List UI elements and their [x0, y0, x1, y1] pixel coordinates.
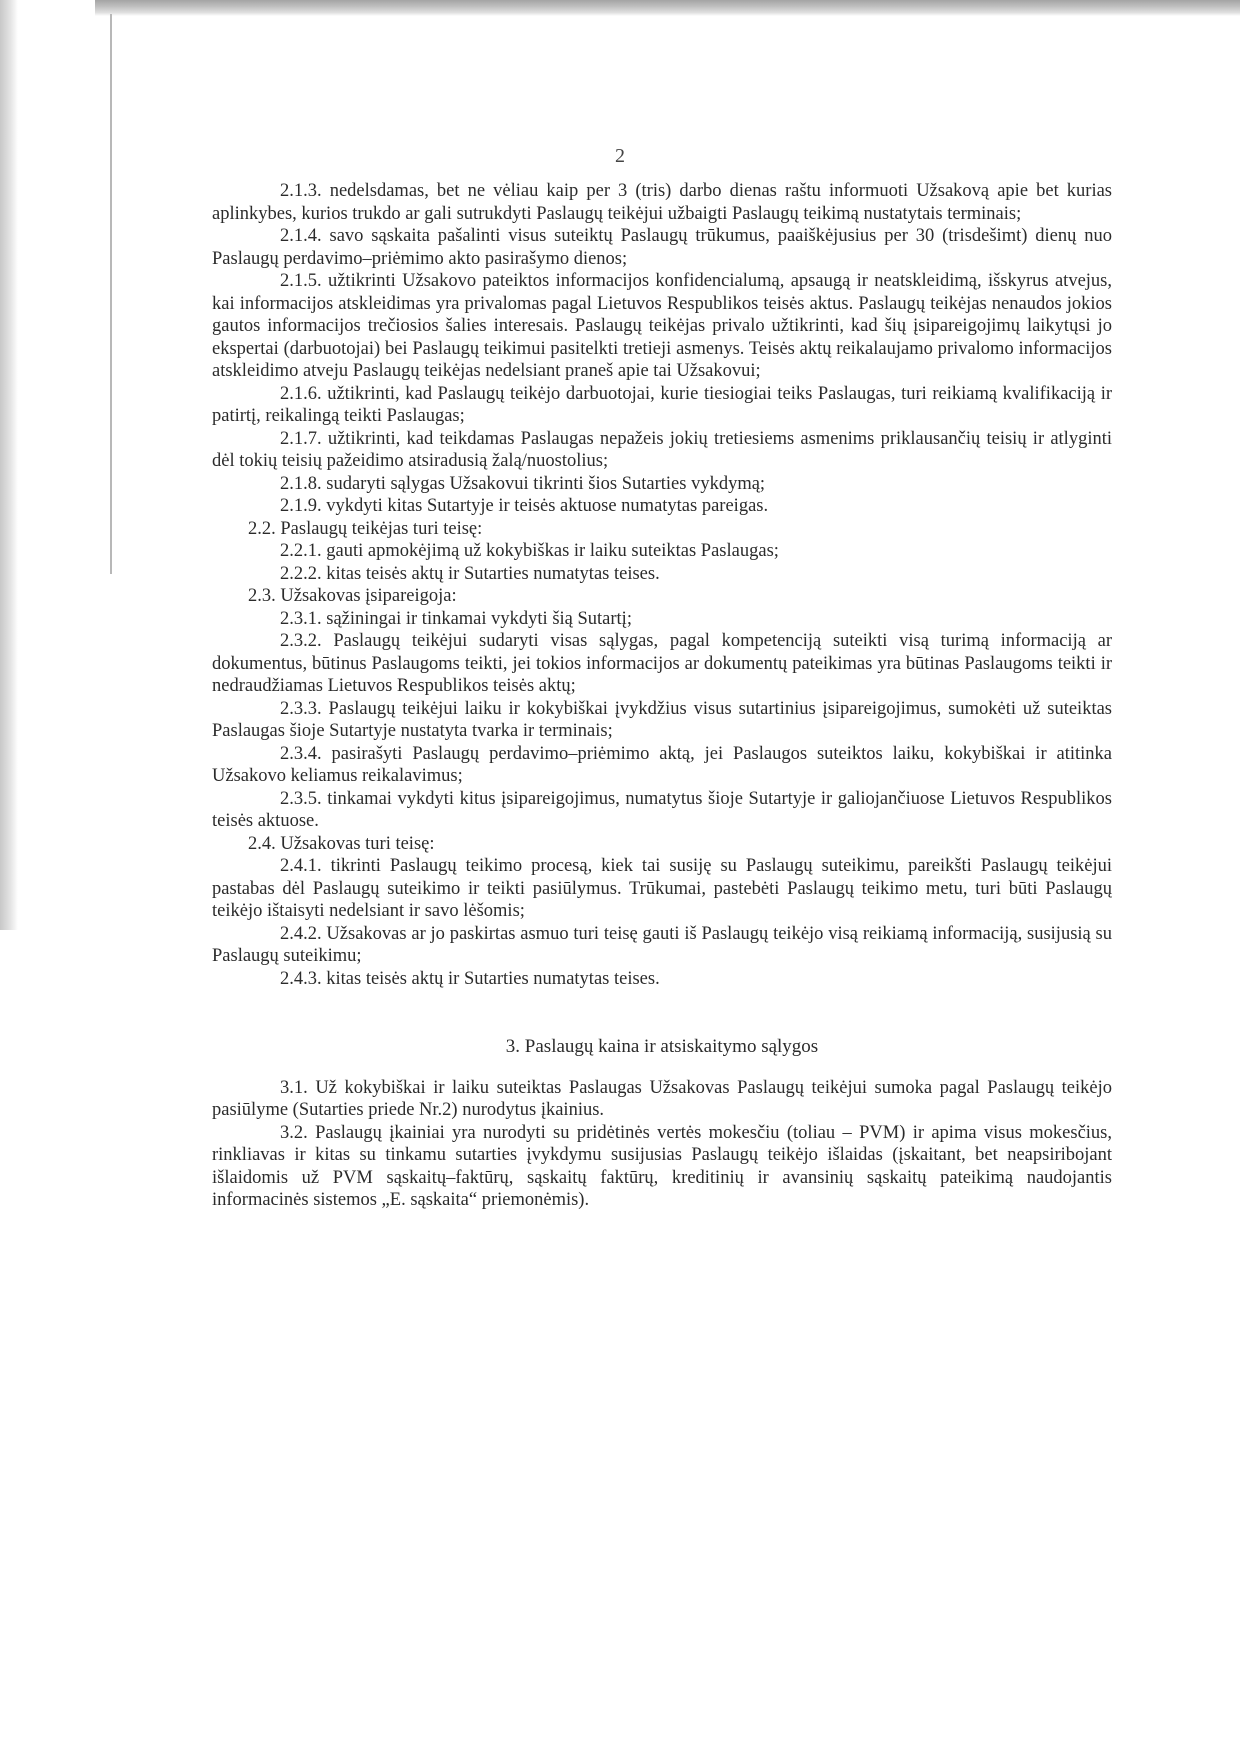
page-number: 2: [615, 145, 625, 167]
scan-edge-line: [110, 14, 112, 574]
section-3-heading: 3. Paslaugų kaina ir atsiskaitymo sąlygos: [505, 1036, 819, 1057]
clause-2-4-3: 2.4.3. kitas teisės aktų ir Sutarties numatytas teises.: [280, 968, 660, 989]
clause-3-2: 3.2. Paslaugų įkainiai yra nurodyti su pridėtinės vertės mokesčiu (toliau – PVM) ir apima visus mokesčius, rinkliavas ir kitas su tinkamu sutarties įvykdymu susijusias Paslaugų teikėjo išlaidas (įskaitant, bet neapsiribojant išlaidomis už PVM sąskaitų–faktūrų, sąskaitų faktūrų, kreditinių ir avansinių sąskaitų pateikimą naudojantis informacinės sistemos „E. sąskaita“ priemonėmis).: [212, 1122, 1112, 1210]
clause-2-1-5: 2.1.5. užtikrinti Užsakovo pateiktos informacijos konfidencialumą, apsaugą ir neatskleidimą, išskyrus atvejus, kai informacijos atskleidimas yra privalomas pagal Lietuvos Respublikos teisės aktus. Paslaugų teikėjas nenaudos jokios gautos informacijos trečiosios šalies interesais. Paslaugų teikėjas privalo užtikrinti, kad šių įsipareigojimų laikytųsi jo ekspertai (darbuotojai) bei Paslaugų teikimui pasitelkti tretieji asmenys. Teisės aktų reikalaujamo privalomo informacijos atskleidimo atveju Paslaugų teikėjas nedelsiant praneš apie tai Užsakovui;: [212, 271, 1112, 381]
clause-2-3-3: 2.3.3. Paslaugų teikėjui laiku ir kokybiškai įvykdžius visus sutartinius įsipareigojimus, sumokėti už suteiktas Paslaugas šioje Sutartyje nustatyta tvarka ir terminais;: [212, 698, 1112, 741]
clause-2-1-4: 2.1.4. savo sąskaita pašalinti visus suteiktų Paslaugų trūkumus, paaiškėjusius per 30 (trisdešimt) dienų nuo Paslaugų perdavimo–priėmimo akto pasirašymo dienos;: [212, 226, 1112, 269]
clause-2-1-6: 2.1.6. užtikrinti, kad Paslaugų teikėjo darbuotojai, kurie tiesiogiai teiks Paslaugas, turi reikiamą kvalifikaciją ir patirtį, reikalingą teikti Paslaugas;: [212, 383, 1112, 426]
clause-2-3-5: 2.3.5. tinkamai vykdyti kitus įsipareigojimus, numatytus šioje Sutartyje ir galiojančiuose Lietuvos Respublikos teisės aktuose.: [212, 788, 1112, 831]
clause-2-3-2: 2.3.2. Paslaugų teikėjui sudaryti visas sąlygas, pagal kompetenciją suteikti visą turimą informaciją ar dokumentus, būtinus Paslaugoms teikti, jei tokios informacijos ar dokumentų pateikimas yra būtinas Paslaugoms teikti ir nedraudžiamas Lietuvos Respublikos teisės aktų;: [212, 631, 1112, 696]
scan-shadow-top: [95, 0, 1240, 16]
clause-2-1-9: 2.1.9. vykdyti kitas Sutartyje ir teisės aktuose numatytas pareigas.: [280, 496, 769, 516]
clause-2-2-1: 2.2.1. gauti apmokėjimą už kokybiškas ir laiku suteiktas Paslaugas;: [280, 541, 779, 561]
clause-2-4: 2.4. Užsakovas turi teisę:: [248, 833, 435, 854]
clause-2-3-4: 2.3.4. pasirašyti Paslaugų perdavimo–priėmimo aktą, jei Paslaugos suteiktos laiku, kokybiškai ir atitinka Užsakovo keliamus reikalavimus;: [212, 743, 1112, 786]
clause-2-1-3: 2.1.3. nedelsdamas, bet ne vėliau kaip per 3 (tris) darbo dienas raštu informuoti Užsakovą apie bet kurias aplinkybes, kurios trukdo ar gali sutrukdyti Paslaugų teikėjui užbaigti Paslaugų teikimą nustatytais terminais;: [212, 181, 1112, 224]
scan-shadow-left: [0, 0, 18, 930]
clause-2-4-2: 2.4.2. Užsakovas ar jo paskirtas asmuo turi teisę gauti iš Paslaugų teikėjo visą reikiamą informaciją, susijusią su Paslaugų suteikimu;: [212, 923, 1112, 966]
clause-2-2-2: 2.2.2. kitas teisės aktų ir Sutarties numatytas teises.: [280, 563, 660, 584]
clause-3-1: 3.1. Už kokybiškai ir laiku suteiktas Paslaugas Užsakovas Paslaugų teikėjui sumoka pagal Paslaugų teikėjo pasiūlyme (Sutarties priede Nr.2) nurodytus įkainius.: [212, 1077, 1112, 1120]
clause-2-1-8: 2.1.8. sudaryti sąlygas Užsakovui tikrinti šios Sutarties vykdymą;: [280, 473, 766, 494]
clause-2-3: 2.3. Užsakovas įsipareigoja:: [248, 586, 457, 606]
clause-2-2: 2.2. Paslaugų teikėjas turi teisę:: [248, 518, 483, 539]
clause-2-1-7: 2.1.7. užtikrinti, kad teikdamas Paslaugas nepažeis jokių tretiesiems asmenims priklausančių teisių ir atlyginti dėl tokių teisių pažeidimo atsiradusią žalą/nuostolius;: [212, 428, 1112, 471]
document-body: [212, 180, 1112, 1212]
clause-2-3-1: 2.3.1. sąžiningai ir tinkamai vykdyti šią Sutartį;: [280, 608, 632, 629]
clause-2-4-1: 2.4.1. tikrinti Paslaugų teikimo procesą, kiek tai susiję su Paslaugų suteikimu, pareikšti Paslaugų teikėjui pastabas dėl Paslaugų suteikimo ir teikti pasiūlymus. Trūkumai, pastebėti Paslaugų teikimo metu, turi būti Paslaugų teikėjo ištaisyti nedelsiant ir savo lėšomis;: [212, 856, 1112, 921]
